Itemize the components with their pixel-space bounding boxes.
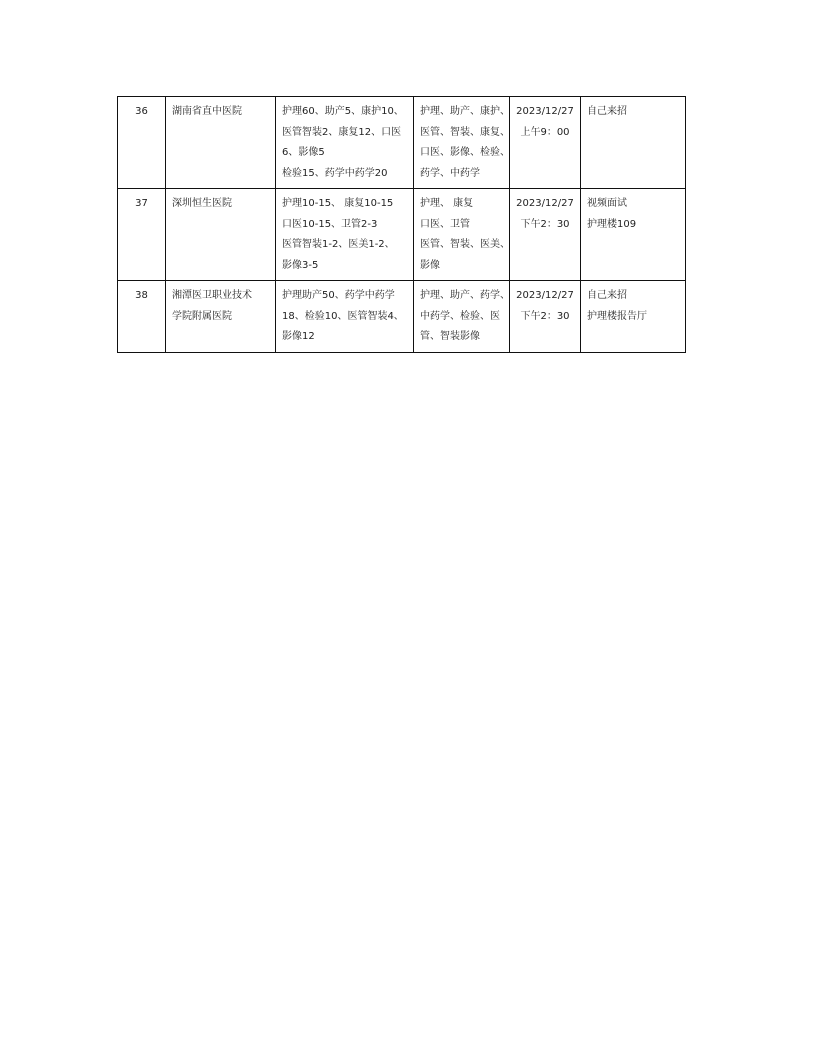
cell-line: 护理、助产、药学、: [420, 290, 510, 301]
positions-cell: [276, 97, 414, 189]
cell-line: 6、影像5: [282, 147, 325, 158]
cell-line: 检验15、药学中药学20: [282, 167, 388, 179]
cell-line: 18、检验10、医管智装4、: [282, 310, 404, 322]
time-cell: [510, 189, 581, 281]
method-cell: [581, 97, 686, 189]
cell-line: 口医、卫管: [420, 218, 470, 230]
cell-line: 医管、智装、康复、: [420, 126, 510, 138]
cell-line: 医管智装2、康复12、口医: [282, 126, 402, 138]
cell-line: 影像12: [282, 331, 315, 342]
cell-line: 医管智装1-2、医美1-2、: [282, 239, 395, 250]
table-row: [118, 281, 686, 353]
hospital-cell: [166, 281, 276, 353]
cell-line: 影像3-5: [282, 259, 319, 271]
cell-line: 护理60、助产5、康护10、: [282, 106, 404, 117]
cell-line: 36: [135, 106, 148, 117]
recruitment-table: [117, 96, 686, 353]
row-number: [118, 281, 166, 353]
cell-line: 管、智装影像: [420, 331, 480, 342]
row-number: [118, 189, 166, 281]
cell-line: 口医、影像、检验、: [420, 147, 510, 158]
positions-cell: [276, 281, 414, 353]
cell-line: 护理、 康复: [420, 198, 474, 209]
cell-line: 影像: [420, 259, 440, 271]
cell-line: 2023/12/27: [516, 198, 574, 209]
cell-line: 37: [135, 198, 148, 209]
table-row: [118, 97, 686, 189]
cell-line: 口医10-15、卫管2-3: [282, 218, 378, 230]
cell-line: 上午9：00: [520, 126, 570, 138]
cell-line: 护理10-15、 康复10-15: [282, 198, 394, 209]
method-cell: [581, 189, 686, 281]
cell-line: 医管、智装、医美、: [420, 239, 510, 250]
cell-line: 湘潭医卫职业技术: [172, 290, 252, 301]
majors-cell: [414, 189, 510, 281]
time-cell: [510, 97, 581, 189]
hospital-cell: [166, 189, 276, 281]
time-cell: [510, 281, 581, 353]
majors-cell: [414, 281, 510, 353]
cell-line: 中药学、检验、医: [420, 310, 500, 322]
cell-line: 38: [135, 290, 148, 301]
hospital-cell: [166, 97, 276, 189]
positions-cell: [276, 189, 414, 281]
cell-line: 深圳恒生医院: [172, 198, 232, 209]
cell-line: 湖南省直中医院: [172, 106, 242, 117]
cell-line: 下午2：30: [520, 218, 570, 230]
cell-line: 下午2：30: [520, 310, 570, 322]
cell-line: 护理楼报告厅: [587, 310, 647, 322]
cell-line: 学院附属医院: [172, 310, 232, 322]
row-number: [118, 97, 166, 189]
cell-line: 自己来招: [587, 106, 627, 117]
cell-line: 2023/12/27: [516, 290, 574, 301]
method-cell: [581, 281, 686, 353]
table-row: [118, 189, 686, 281]
majors-cell: [414, 97, 510, 189]
cell-line: 护理、助产、康护、: [420, 106, 510, 117]
cell-line: 2023/12/27: [516, 106, 574, 117]
cell-line: 视频面试: [587, 198, 627, 209]
cell-line: 药学、中药学: [420, 167, 480, 179]
cell-line: 自己来招: [587, 290, 627, 301]
cell-line: 护理助产50、药学中药学: [282, 290, 395, 301]
cell-line: 护理楼109: [587, 218, 637, 230]
